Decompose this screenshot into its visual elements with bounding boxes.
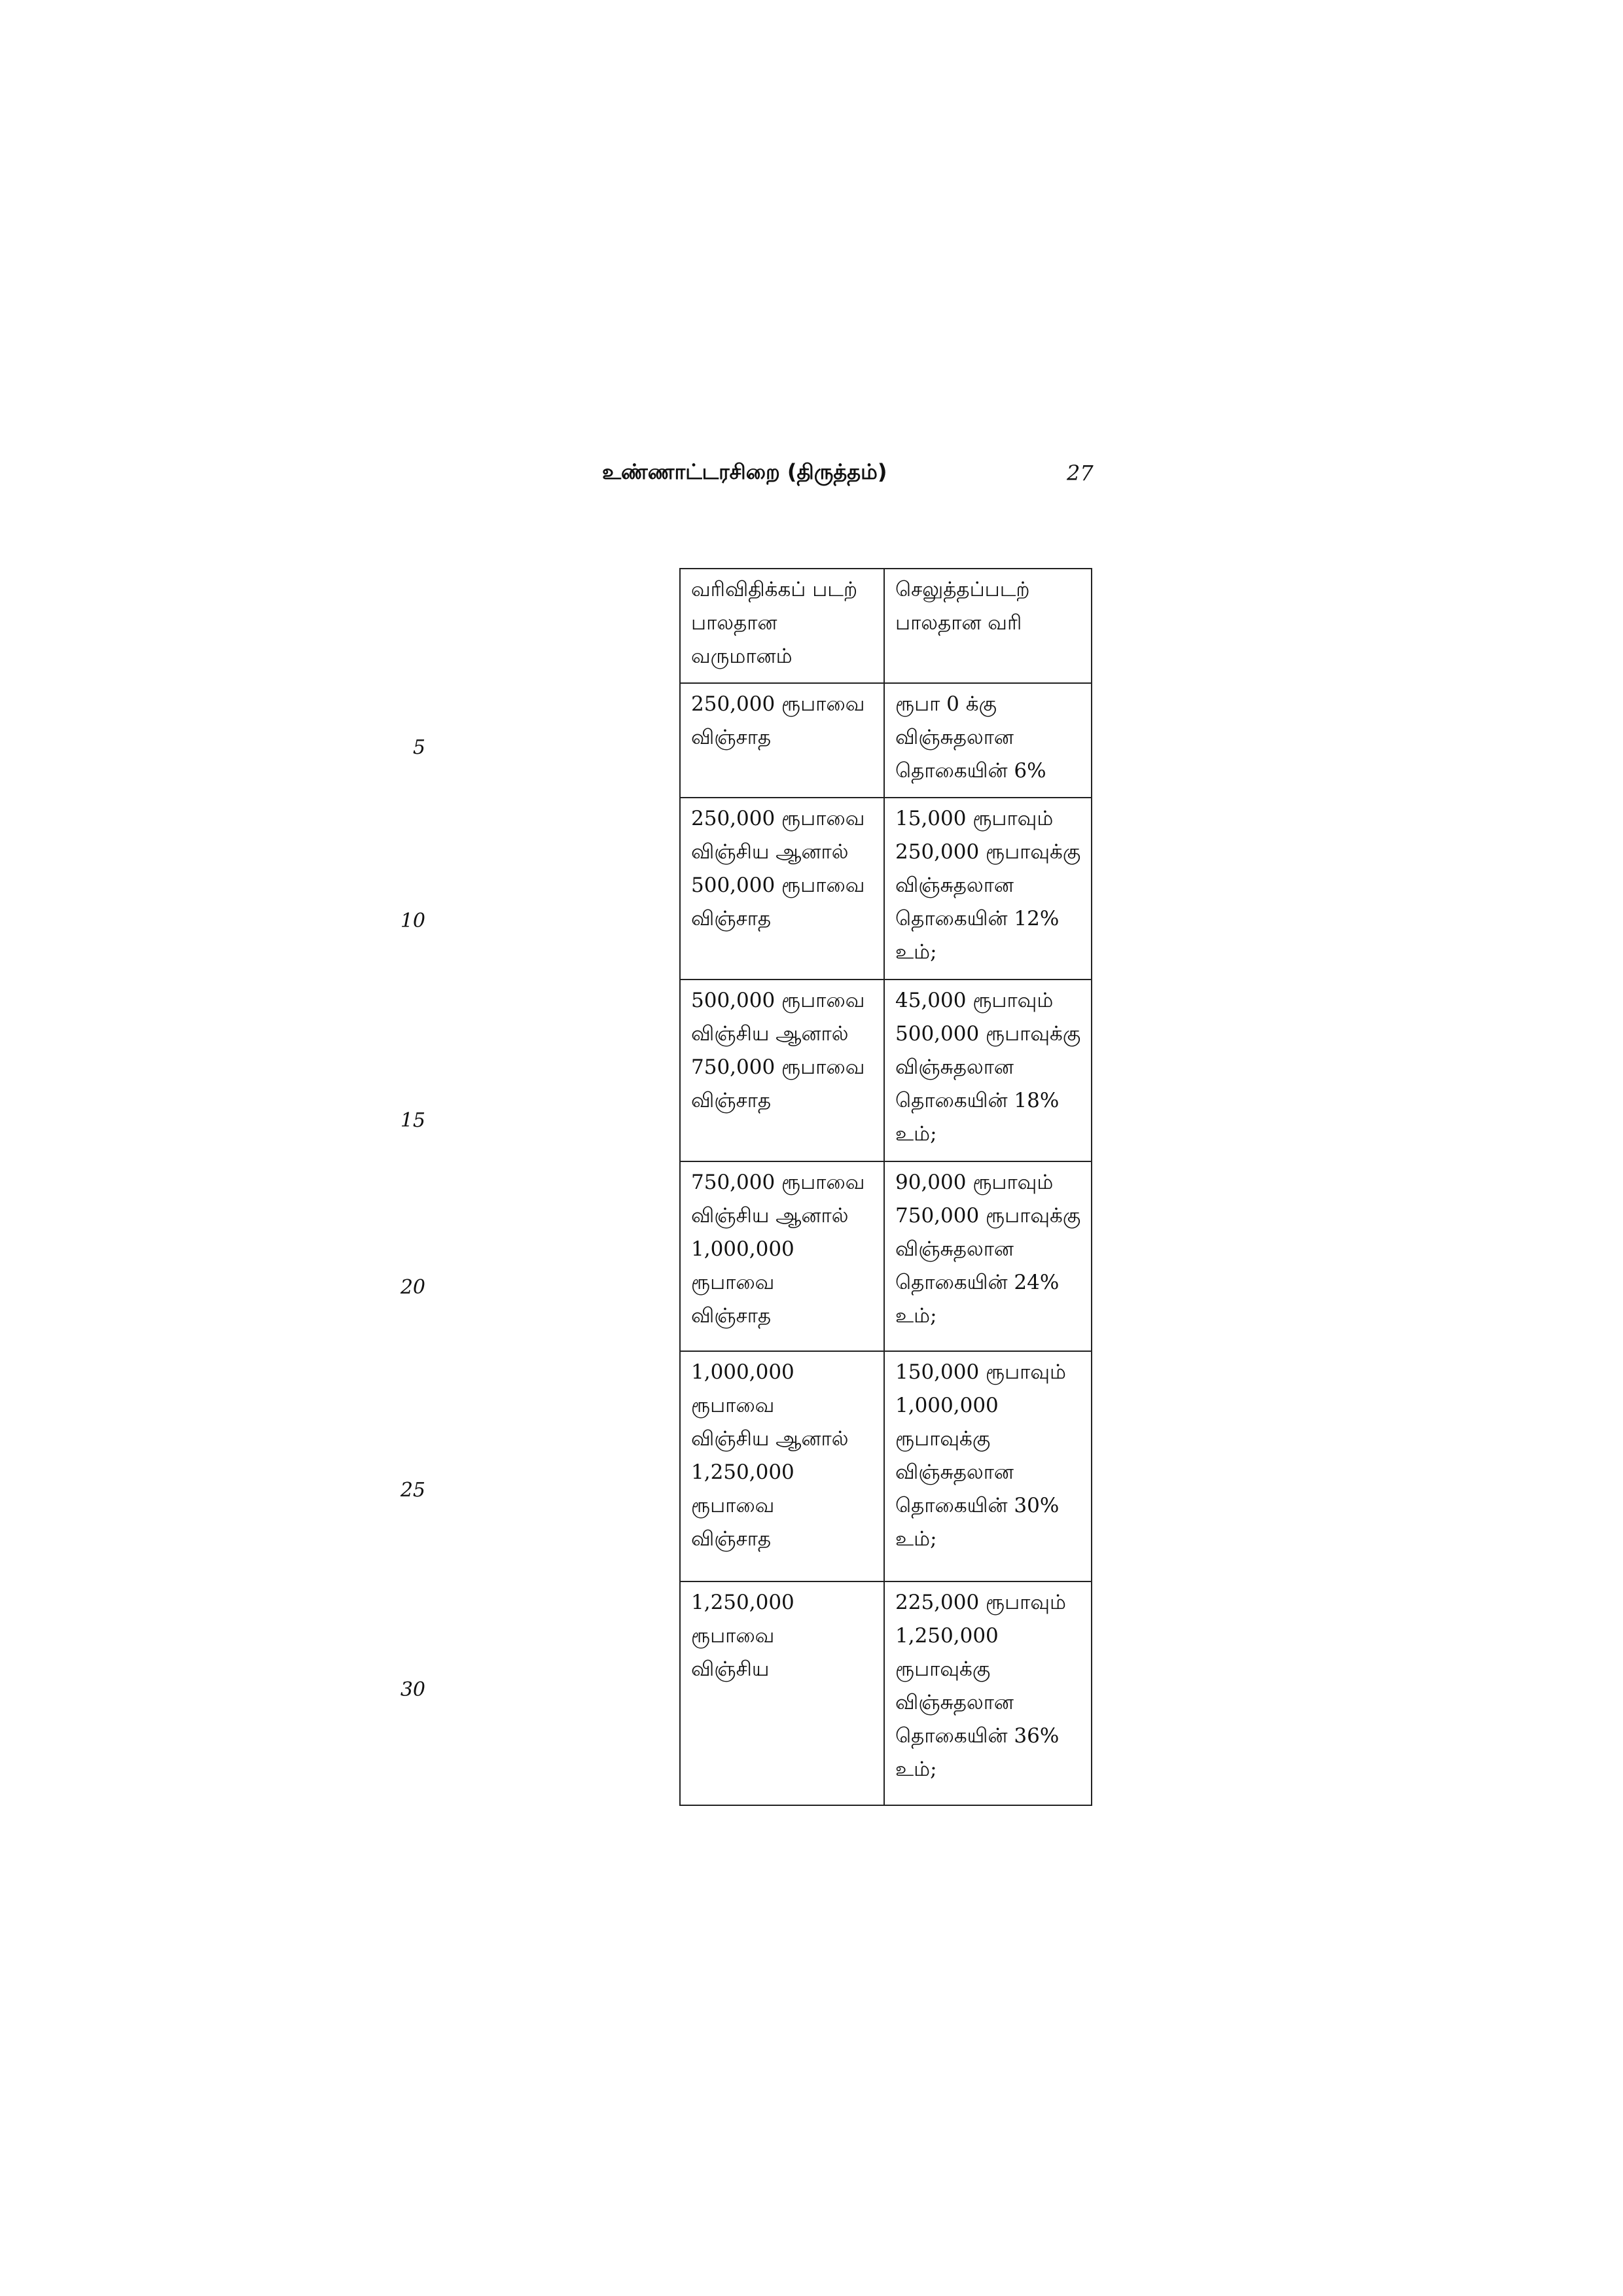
tax-cell: 45,000 ரூபாவும் 500,000 ரூபாவுக்கு விஞ்சுதலான தொகையின் 18% உம்; [884, 980, 1092, 1161]
running-title: உண்ணாட்டரசிறை (திருத்தம்) [602, 459, 887, 484]
line-number-10: 10 [400, 910, 425, 932]
table-row [680, 798, 1092, 980]
table-row [680, 683, 1092, 798]
income-cell: 250,000 ரூபாவை விஞ்சிய ஆனால் 500,000 ரூபாவை விஞ்சாத [680, 798, 884, 980]
income-cell: 1,250,000 ரூபாவை விஞ்சிய [680, 1581, 884, 1805]
header-taxable-income: வரிவிதிக்கப் படற் பாலதான வருமானம் [680, 569, 884, 683]
table-row [680, 1351, 1092, 1581]
income-cell: 1,000,000 ரூபாவை விஞ்சிய ஆனால் 1,250,000 ரூபாவை விஞ்சாத [680, 1351, 884, 1581]
page-number: 27 [1067, 461, 1094, 486]
income-cell: 500,000 ரூபாவை விஞ்சிய ஆனால் 750,000 ரூபாவை விஞ்சாத [680, 980, 884, 1161]
line-number-5: 5 [412, 736, 425, 759]
tax-cell: ரூபா 0 க்கு விஞ்சுதலான தொகையின் 6% [884, 683, 1092, 798]
line-number-30: 30 [400, 1678, 425, 1701]
table-row [680, 1161, 1092, 1351]
table-header-row [680, 569, 1092, 683]
income-cell: 750,000 ரூபாவை விஞ்சிய ஆனால் 1,000,000 ரூபாவை விஞ்சாத [680, 1161, 884, 1351]
table-row [680, 980, 1092, 1161]
table-row [680, 1581, 1092, 1805]
line-number-25: 25 [400, 1479, 425, 1502]
tax-rate-table [679, 568, 1092, 1806]
tax-cell: 225,000 ரூபாவும் 1,250,000 ரூபாவுக்கு விஞ்சுதலான தொகையின் 36% உம்; [884, 1581, 1092, 1805]
tax-cell: 150,000 ரூபாவும் 1,000,000 ரூபாவுக்கு விஞ்சுதலான தொகையின் 30% உம்; [884, 1351, 1092, 1581]
tax-cell: 15,000 ரூபாவும் 250,000 ரூபாவுக்கு விஞ்சுதலான தொகையின் 12% உம்; [884, 798, 1092, 980]
header-tax-payable: செலுத்தப்படற் பாலதான வரி [884, 569, 1092, 683]
income-cell: 250,000 ரூபாவை விஞ்சாத [680, 683, 884, 798]
tax-cell: 90,000 ரூபாவும் 750,000 ரூபாவுக்கு விஞ்சுதலான தொகையின் 24% உம்; [884, 1161, 1092, 1351]
line-number-15: 15 [400, 1109, 425, 1132]
line-number-20: 20 [400, 1276, 425, 1299]
